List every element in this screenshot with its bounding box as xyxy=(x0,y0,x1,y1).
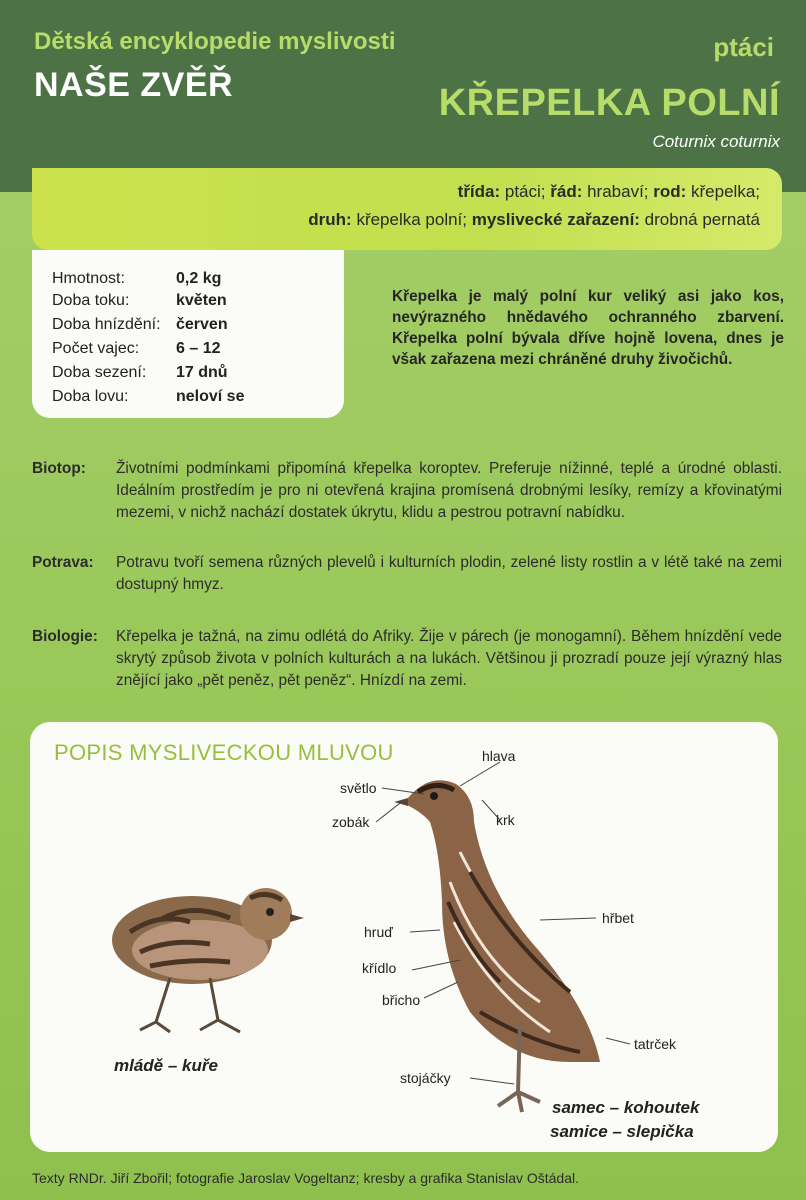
section-potrava xyxy=(32,552,782,596)
fact-row xyxy=(52,388,244,406)
label-hrud: hruď xyxy=(364,924,393,940)
fact-value: 6 – 12 xyxy=(176,340,221,357)
fact-row xyxy=(52,316,228,334)
intro-paragraph: Křepelka je malý polní kur veliký asi jako kos, nevýrazného hnědavého ochranného zbarvení. Křepelka polní bývala dříve hojně lovena, dnes je však zařazena mezi chráněné druhy živočichů. xyxy=(392,288,784,368)
series-title: Dětská encyklopedie myslivosti xyxy=(34,28,396,55)
brand-title: NAŠE ZVĚŘ xyxy=(34,66,234,104)
section-label: Biologie: xyxy=(32,628,98,645)
fact-label: Počet vajec: xyxy=(52,340,140,357)
section-text: Potravu tvoří semena různých plevelů i kulturních plodin, zelené listy rostlin a v létě také na zemi dostupný hmyz. xyxy=(116,554,782,593)
label-stojacky: stojáčky xyxy=(400,1070,451,1086)
fact-row xyxy=(52,364,228,382)
fact-value: neloví se xyxy=(176,388,245,405)
label-svetlo: světlo xyxy=(340,780,377,796)
fact-label: Doba lovu: xyxy=(52,388,129,405)
fact-label: Doba hnízdění: xyxy=(52,316,161,333)
facts-box xyxy=(32,250,344,418)
label-bricho: břicho xyxy=(382,992,421,1008)
fact-value: 17 dnů xyxy=(176,364,228,381)
tax-value: křepelka; xyxy=(686,182,760,201)
chick-caption: mládě – kuře xyxy=(114,1056,218,1075)
panel-title: POPIS MYSLIVECKOU MLUVOU xyxy=(54,740,394,765)
section-text: Křepelka je tažná, na zimu odlétá do Afriky. Žije v párech (je monogamní). Během hnízdění vede skrytý způsob života v polních kulturách a na lukách. Většinou ji prozradí pouze její výrazný hlas znějící jako „pět peněz, pět peněz“. Hnízdí na zemi. xyxy=(116,628,782,689)
tax-value: drobná pernatá xyxy=(639,210,760,229)
tax-value: křepelka polní; xyxy=(351,210,472,229)
label-zobak: zobák xyxy=(332,814,370,830)
tax-label: rod: xyxy=(653,182,687,201)
section-text: Životními podmínkami připomíná křepelka koroptev. Preferuje nížinné, teplé a úrodné oblasti. Ideálním prostředím je pro ni otevřená krajina promísená drobnými lesíky, remízy a křovinatými mezemi, v nichž nachází dostatek úkrytu, klidu a pestrou potravní nabídku. xyxy=(116,460,782,521)
label-krk: krk xyxy=(496,812,515,828)
fact-label: Doba toku: xyxy=(52,292,130,309)
tax-value: ptáci; xyxy=(500,182,551,201)
header-banner xyxy=(0,0,806,192)
section-biologie xyxy=(32,626,782,692)
category-label: ptáci xyxy=(713,32,774,62)
tax-value: hrabaví; xyxy=(582,182,654,201)
taxonomy-bar xyxy=(32,168,782,250)
label-hlava: hlava xyxy=(482,748,516,764)
fact-label: Hmotnost: xyxy=(52,270,125,287)
fact-row xyxy=(52,270,221,288)
fact-row xyxy=(52,340,220,358)
male-caption: samec – kohoutek xyxy=(552,1098,700,1117)
label-hrbet: hřbet xyxy=(602,910,634,926)
fact-value: květen xyxy=(176,292,227,309)
section-biotop xyxy=(32,458,782,524)
credits: Texty RNDr. Jiří Zbořil; fotografie Jaroslav Vogeltanz; kresby a grafika Stanislav Oštádal. xyxy=(32,1170,580,1186)
fact-value: 0,2 kg xyxy=(176,270,222,287)
fact-label: Doba sezení: xyxy=(52,364,147,381)
taxonomy-line-1 xyxy=(458,182,760,202)
tax-label: třída: xyxy=(457,182,501,201)
section-label: Biotop: xyxy=(32,460,86,477)
fact-value: červen xyxy=(176,316,228,333)
description-panel xyxy=(30,722,778,1152)
taxonomy-line-2 xyxy=(308,210,760,230)
tax-label: druh: xyxy=(308,210,352,229)
fact-row xyxy=(52,292,227,310)
female-caption: samice – slepička xyxy=(550,1122,694,1141)
label-lines xyxy=(30,722,778,1152)
label-kridlo: křídlo xyxy=(362,960,397,976)
latin-name: Coturnix coturnix xyxy=(652,132,780,151)
tax-label: řád: xyxy=(550,182,583,201)
label-tatrcek: tatrček xyxy=(634,1036,677,1052)
section-label: Potrava: xyxy=(32,554,94,571)
tax-label: myslivecké zařazení: xyxy=(471,210,640,229)
species-title: KŘEPELKA POLNÍ xyxy=(438,82,780,124)
